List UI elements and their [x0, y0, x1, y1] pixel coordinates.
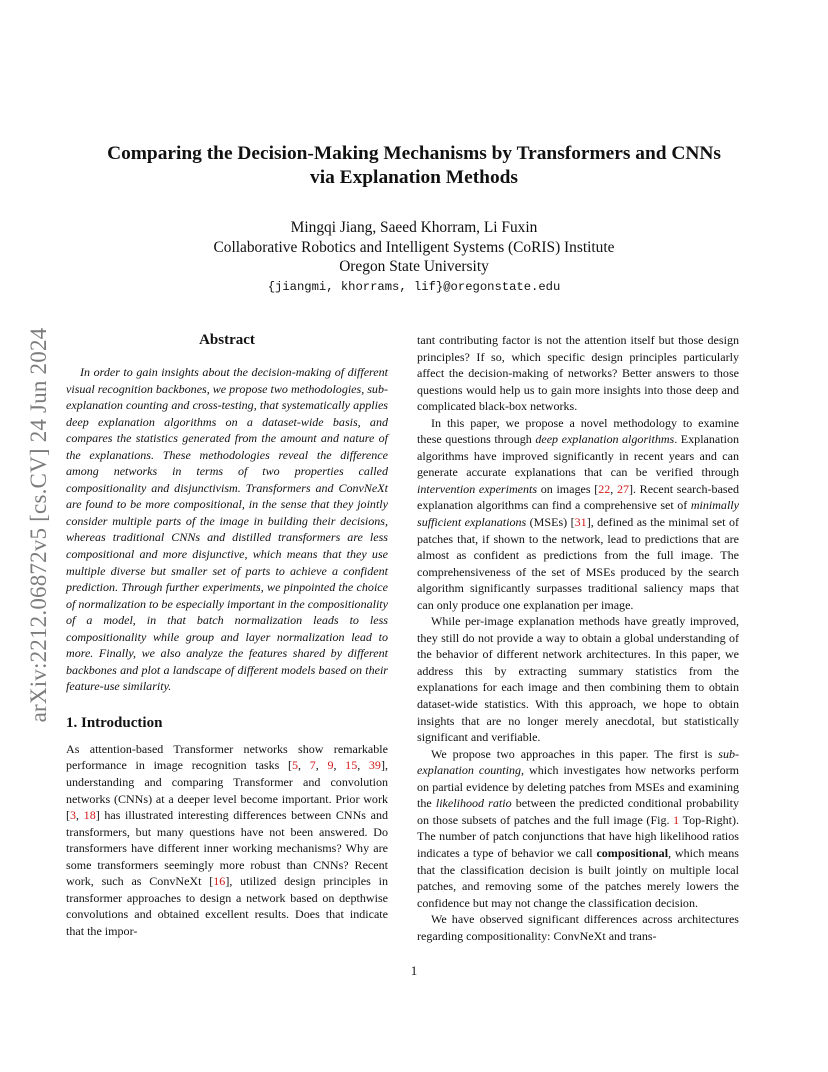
citation-link[interactable]: 31: [574, 515, 587, 530]
intro-paragraph-2: In this paper, we propose a novel methodology to examine these questions through deep explanation algorithms. Explanation algorithms have improved significantly in recent years and can generate accurate explanations that can be verified through intervention experiments on images [22, 27]. Recent search-based explanation algorithms can find a comprehensive set of minimally sufficient explanations (MSEs) [31], defined as the minimal set of patches that, if shown to the network, lead to predictions that are almost as confident as predictions from the full image. The comprehensiveness of the set of MSEs produced by the search algorithm significantly surpasses traditional saliency maps that can only produce one explanation per image.: [417, 415, 740, 612]
citation-link[interactable]: 39: [368, 758, 381, 773]
arxiv-side-stamp: [22, 290, 56, 760]
affiliation: Collaborative Robotics and Intelligent Systems (CoRIS) Institute: [213, 238, 615, 256]
citation-link[interactable]: 3: [70, 808, 77, 823]
author-block: [60, 218, 768, 297]
intro-paragraph-4: We propose two approaches in this paper. The first is sub-explanation counting, which investigates how networks perform on partial evidence by deleting patches from MSEs and examining the likelihood ratio between the predicted conditional probability on those subsets of patches and the full image (Fig. 1 Top-Right). The number of patch conjunctions that have high likelihood ratios indicates a type of behavior we call compositional, which means that the classification decision is built jointly on multiple local patches, and removing some of the patches merely lowers the confidence but may not change the classification decision.: [417, 746, 740, 910]
intro-paragraph-1: As attention-based Transformer networks show remarkable performance in image recognition tasks [5, 7, 9, 15, 39], understanding and comparing Transformer and convolution networks (CNNs) at a deeper level become important. Prior work [3, 18] has illustrated interesting differences between CNNs and transformers, but many questions have not been answered. Do transformers have different inner working mechanisms? Why are some transformers seemingly more robust than CNNs? Recent work, such as ConvNeXt [16], utilized design principles in transformer approaches to design a network based on depthwise convolutions and obtained excellent results. Does that indicate that the impor-: [66, 741, 388, 938]
citation-link[interactable]: 7: [309, 758, 316, 773]
abstract-text: In order to gain insights about the decision-making of different visual recognition backbones, we propose two methodologies, sub-explanation counting and cross-testing, that systematically applies deep explanation algorithms on a dataset-wide basis, and compares the statistics generated from the amount and nature of the explanations. These methodologies reveal the difference among networks in terms of two properties called compositionality and disjunctivism. Transformers and ConvNeXt are found to be more compositional, in the sense that they jointly consider multiple parts of the image in building their decisions, whereas traditional CNNs and distilled transformers are less compositional and more disjunctive, which means that they use multiple diverse but smaller set of parts to achieve a confident prediction. Through further experiments, we pinpointed the choice of normalization to be especially important in the compositionality of a model, in that batch normalization leads to less compositionality while group and layer normalization lead to more. Finally, we also analyze the features shared by different backbones and plot a landscape of different models based on their feature-use similarity.: [66, 365, 388, 694]
page-number: 1: [410, 963, 418, 978]
university: Oregon State University: [339, 258, 489, 275]
citation-link[interactable]: 18: [83, 808, 96, 823]
arxiv-identifier: arXiv:2212.06872v5 [cs.CV] 24 Jun 2024: [26, 327, 51, 723]
citation-link[interactable]: 27: [616, 481, 629, 496]
abstract-heading: Abstract: [199, 332, 255, 348]
right-column: [417, 332, 739, 944]
section-heading-introduction: 1. Introduction: [66, 714, 163, 731]
paper-title: [60, 142, 768, 190]
citation-link[interactable]: 15: [345, 758, 358, 773]
citation-link[interactable]: 9: [327, 758, 334, 773]
title-line-2: via Explanation Methods: [310, 167, 518, 188]
author-emails: {jiangmi, khorrams, lif}@oregonstate.edu: [267, 279, 561, 294]
citation-link[interactable]: 22: [598, 481, 611, 496]
citation-link[interactable]: 5: [292, 758, 299, 773]
intro-paragraph-continued: tant contributing factor is not the attention itself but those design principles? If so, which specific design principles particularly affect the decision-making of networks? Better answers to those questions would help us to gain more insights into those deep and complicated black-box networks.: [417, 333, 739, 414]
figure-link[interactable]: 1: [673, 812, 680, 827]
author-names: Mingqi Jiang, Saeed Khorram, Li Fuxin: [290, 219, 538, 236]
intro-paragraph-3: While per-image explanation methods have greatly improved, they still do not provide a way to obtain a global understanding of the behavior of different network architectures. In this paper, we address this by extracting summary statistics from the explanations for each image and then combining them to obtain dataset-wide statistics. With this approach, we hope to obtain insights that are no longer merely anecdotal, but statistically significant and verifiable.: [417, 614, 739, 745]
title-line-1: Comparing the Decision-Making Mechanisms by Transformers and CNNs: [107, 143, 721, 164]
intro-paragraph-5: We have observed significant differences across architectures regarding compositionality: ConvNeXt and trans-: [417, 912, 739, 943]
left-column: [66, 330, 388, 940]
citation-link[interactable]: 16: [213, 874, 226, 889]
